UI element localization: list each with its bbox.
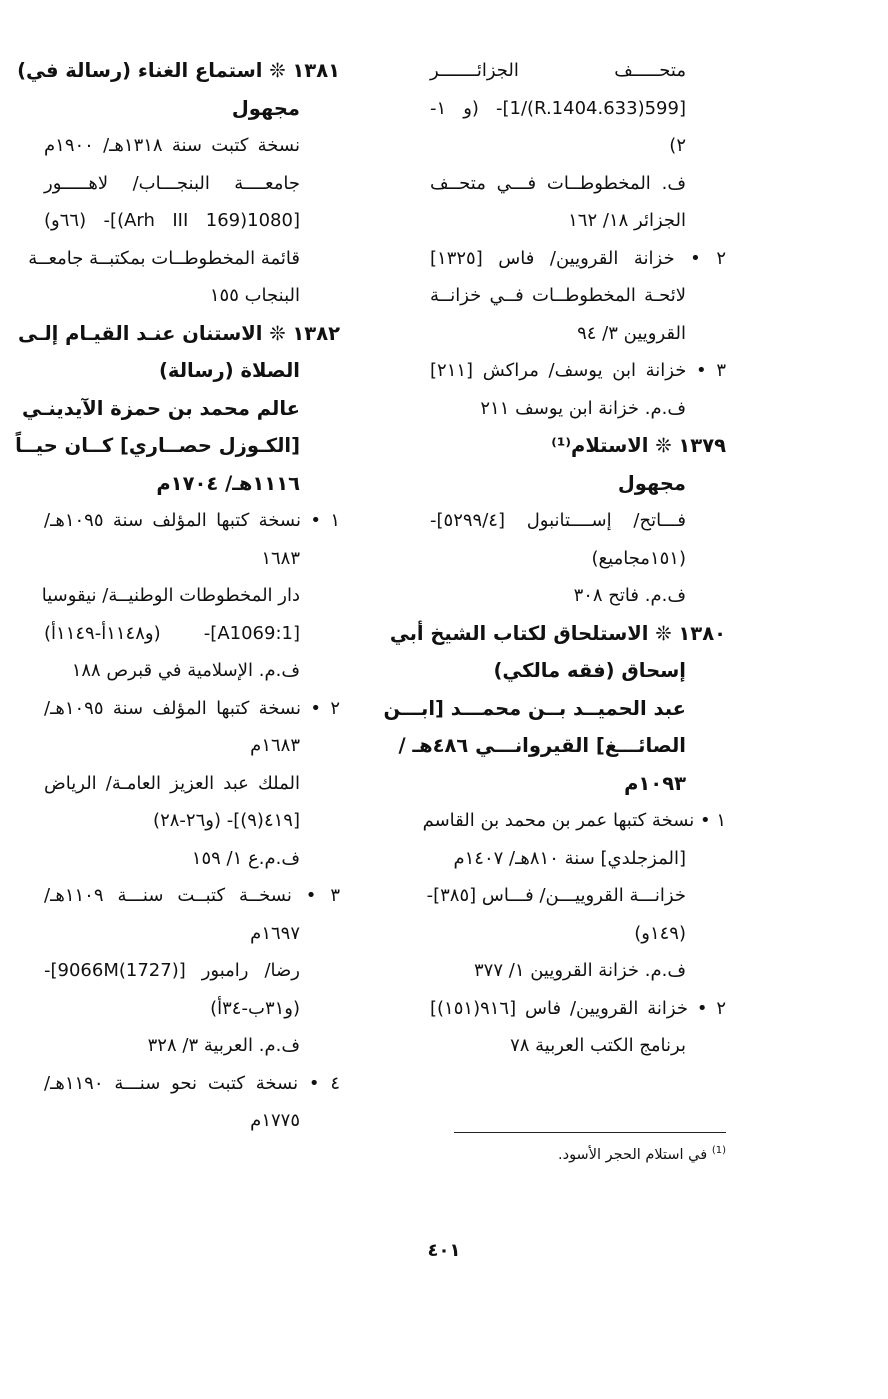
footnote (558, 1139, 726, 1167)
text-line: ١ • نسخة كتبها عمر بن محمد بن القاسم (422, 810, 726, 831)
text-line: (و٣١ب-٣٤أ) (210, 997, 300, 1019)
text-line: لائحـة المخطوطــات فــي خزانــة (430, 285, 686, 306)
text-line: مجهول (231, 96, 300, 120)
text-line: قائمة المخطوطــات بمكتبــة جامعــة (28, 247, 300, 269)
text-line: دار المخطوطات الوطنيــة/ نيقوسيا (41, 585, 300, 606)
footnote-text: في استلام الحجر الأسود. (558, 1146, 708, 1163)
text-line: برنامج الكتب العربية ٧٨ (510, 1035, 686, 1056)
text-line: ٢ • خزانة القرويين/ فاس [١٣٢٥] (430, 247, 726, 269)
text-line: [A1069:1]- (و١١٤٨أ-١١٤٩أ) (44, 622, 300, 644)
text-line: ١٠٩٣م (624, 771, 686, 795)
text-line: ١٦٨٣م (250, 735, 300, 756)
text-line: ف. المخطوطــات فـــي متحــف (430, 172, 686, 194)
text-line: ٢) (669, 135, 686, 156)
text-line: الصائـــغ] القيروانـــي ٤٨٦هـ / (398, 734, 686, 757)
text-line: الصلاة (رسالة) (158, 359, 300, 382)
left-column (15, 52, 340, 1140)
text-line: ١٧٧٥م (250, 1110, 300, 1131)
text-line: الجزائر ١٨/ ١٦٢ (568, 210, 686, 231)
text-line: رضا/ رامبور [9066M(1727)]- (44, 960, 300, 981)
text-line: ١٦٩٧م (250, 922, 300, 944)
text-line: ١١١٦هـ/ ١٧٠٤م (156, 471, 300, 495)
text-line: ٣ • نسخــة كتبــت سنـــة ١١٠٩هـ/ (44, 885, 340, 906)
text-line: [٤١٩(٩)]- (و٢٦-٢٨) (153, 810, 300, 831)
text-line: إسحاق (فقه مالكي) (493, 659, 686, 682)
text-line: نسخة كتبت سنة ١٣١٨هـ/ ١٩٠٠م (44, 135, 300, 156)
text-line: ف.م. الإسلامية في قبرص ١٨٨ (71, 660, 300, 681)
right-column (383, 52, 726, 1065)
text-line: عبد الحميــد بــن محمـــد [ابـــن (383, 696, 686, 720)
text-line: فـــاتح/ إســــتانبول [٥٢٩٩/٤]- (430, 510, 686, 531)
text-line: [الكـوزل حصــاري] كــان حيــاً (15, 434, 300, 457)
text-line: ١٣٨١ ❊ استماع الغناء (رسالة في) (17, 59, 340, 82)
text-line: عالم محمد بن حمزة الآيدينـي (22, 396, 300, 420)
page-number: ٤٠١ (427, 1240, 461, 1261)
text-line: متحـــــف الجزائـــــــر (430, 60, 686, 81)
footnote-separator (454, 1132, 726, 1133)
text-line: خزانـــة القروييـــن/ فـــاس [٣٨٥]- (426, 885, 686, 906)
text-line: مجهول (617, 471, 686, 495)
text-line: جامعــــة البنجـــاب/ لاهـــــور (44, 172, 300, 194)
footnote-mark: (1) (711, 1145, 726, 1156)
text-line: [599(633.R.1404)/1]- (و ١- (430, 97, 686, 119)
text-line: القرويين ٣/ ٩٤ (577, 322, 686, 344)
text-line: ٣ • خزانة ابن يوسف/ مراكش [٢١١] (430, 360, 726, 381)
text-line: ف.م. فاتح ٣٠٨ (573, 585, 686, 606)
text-line: الملك عبد العزيز العامـة/ الرياض (44, 772, 300, 794)
text-line: ١٣٨٢ ❊ الاستنان عنـد القيـام إلـى (17, 321, 340, 345)
text-line: [المزجلدي] سنة ٨١٠هـ/ ١٤٠٧م (453, 847, 686, 869)
text-line: ف.م.ع ١/ ١٥٩ (191, 847, 300, 869)
text-line: [1080(Arh III 169)]- (٦٦و) (44, 210, 300, 231)
text-line: ١٣٧٩ ❊ الاستلام⁽¹⁾ (551, 434, 726, 457)
text-line: (١٥١مجاميع) (591, 547, 686, 569)
text-line: ف.م. خزانة ابن يوسف ٢١١ (480, 397, 686, 419)
text-line: البنجاب ١٥٥ (209, 285, 300, 306)
text-line: ف.م. خزانة القرويين ١/ ٣٧٧ (474, 960, 686, 981)
text-line: (١٤٩و) (634, 922, 686, 944)
text-line: ١٦٨٣ (261, 547, 300, 569)
text-line: ١ • نسخة كتبها المؤلف سنة ١٠٩٥هـ/ (44, 510, 340, 531)
text-line: ٤ • نسخة كتبت نحو سنـــة ١١٩٠هـ/ (44, 1072, 340, 1094)
text-line: ٢ • نسخة كتبها المؤلف سنة ١٠٩٥هـ/ (44, 697, 340, 719)
text-line: ٢ • خزانة القرويين/ فاس [٩١٦(١٥١)] (430, 997, 726, 1019)
text-line: ١٣٨٠ ❊ الاستلحاق لكتاب الشيخ أبي (389, 621, 726, 645)
text-line: ف.م. العربية ٣/ ٣٢٨ (147, 1035, 300, 1056)
